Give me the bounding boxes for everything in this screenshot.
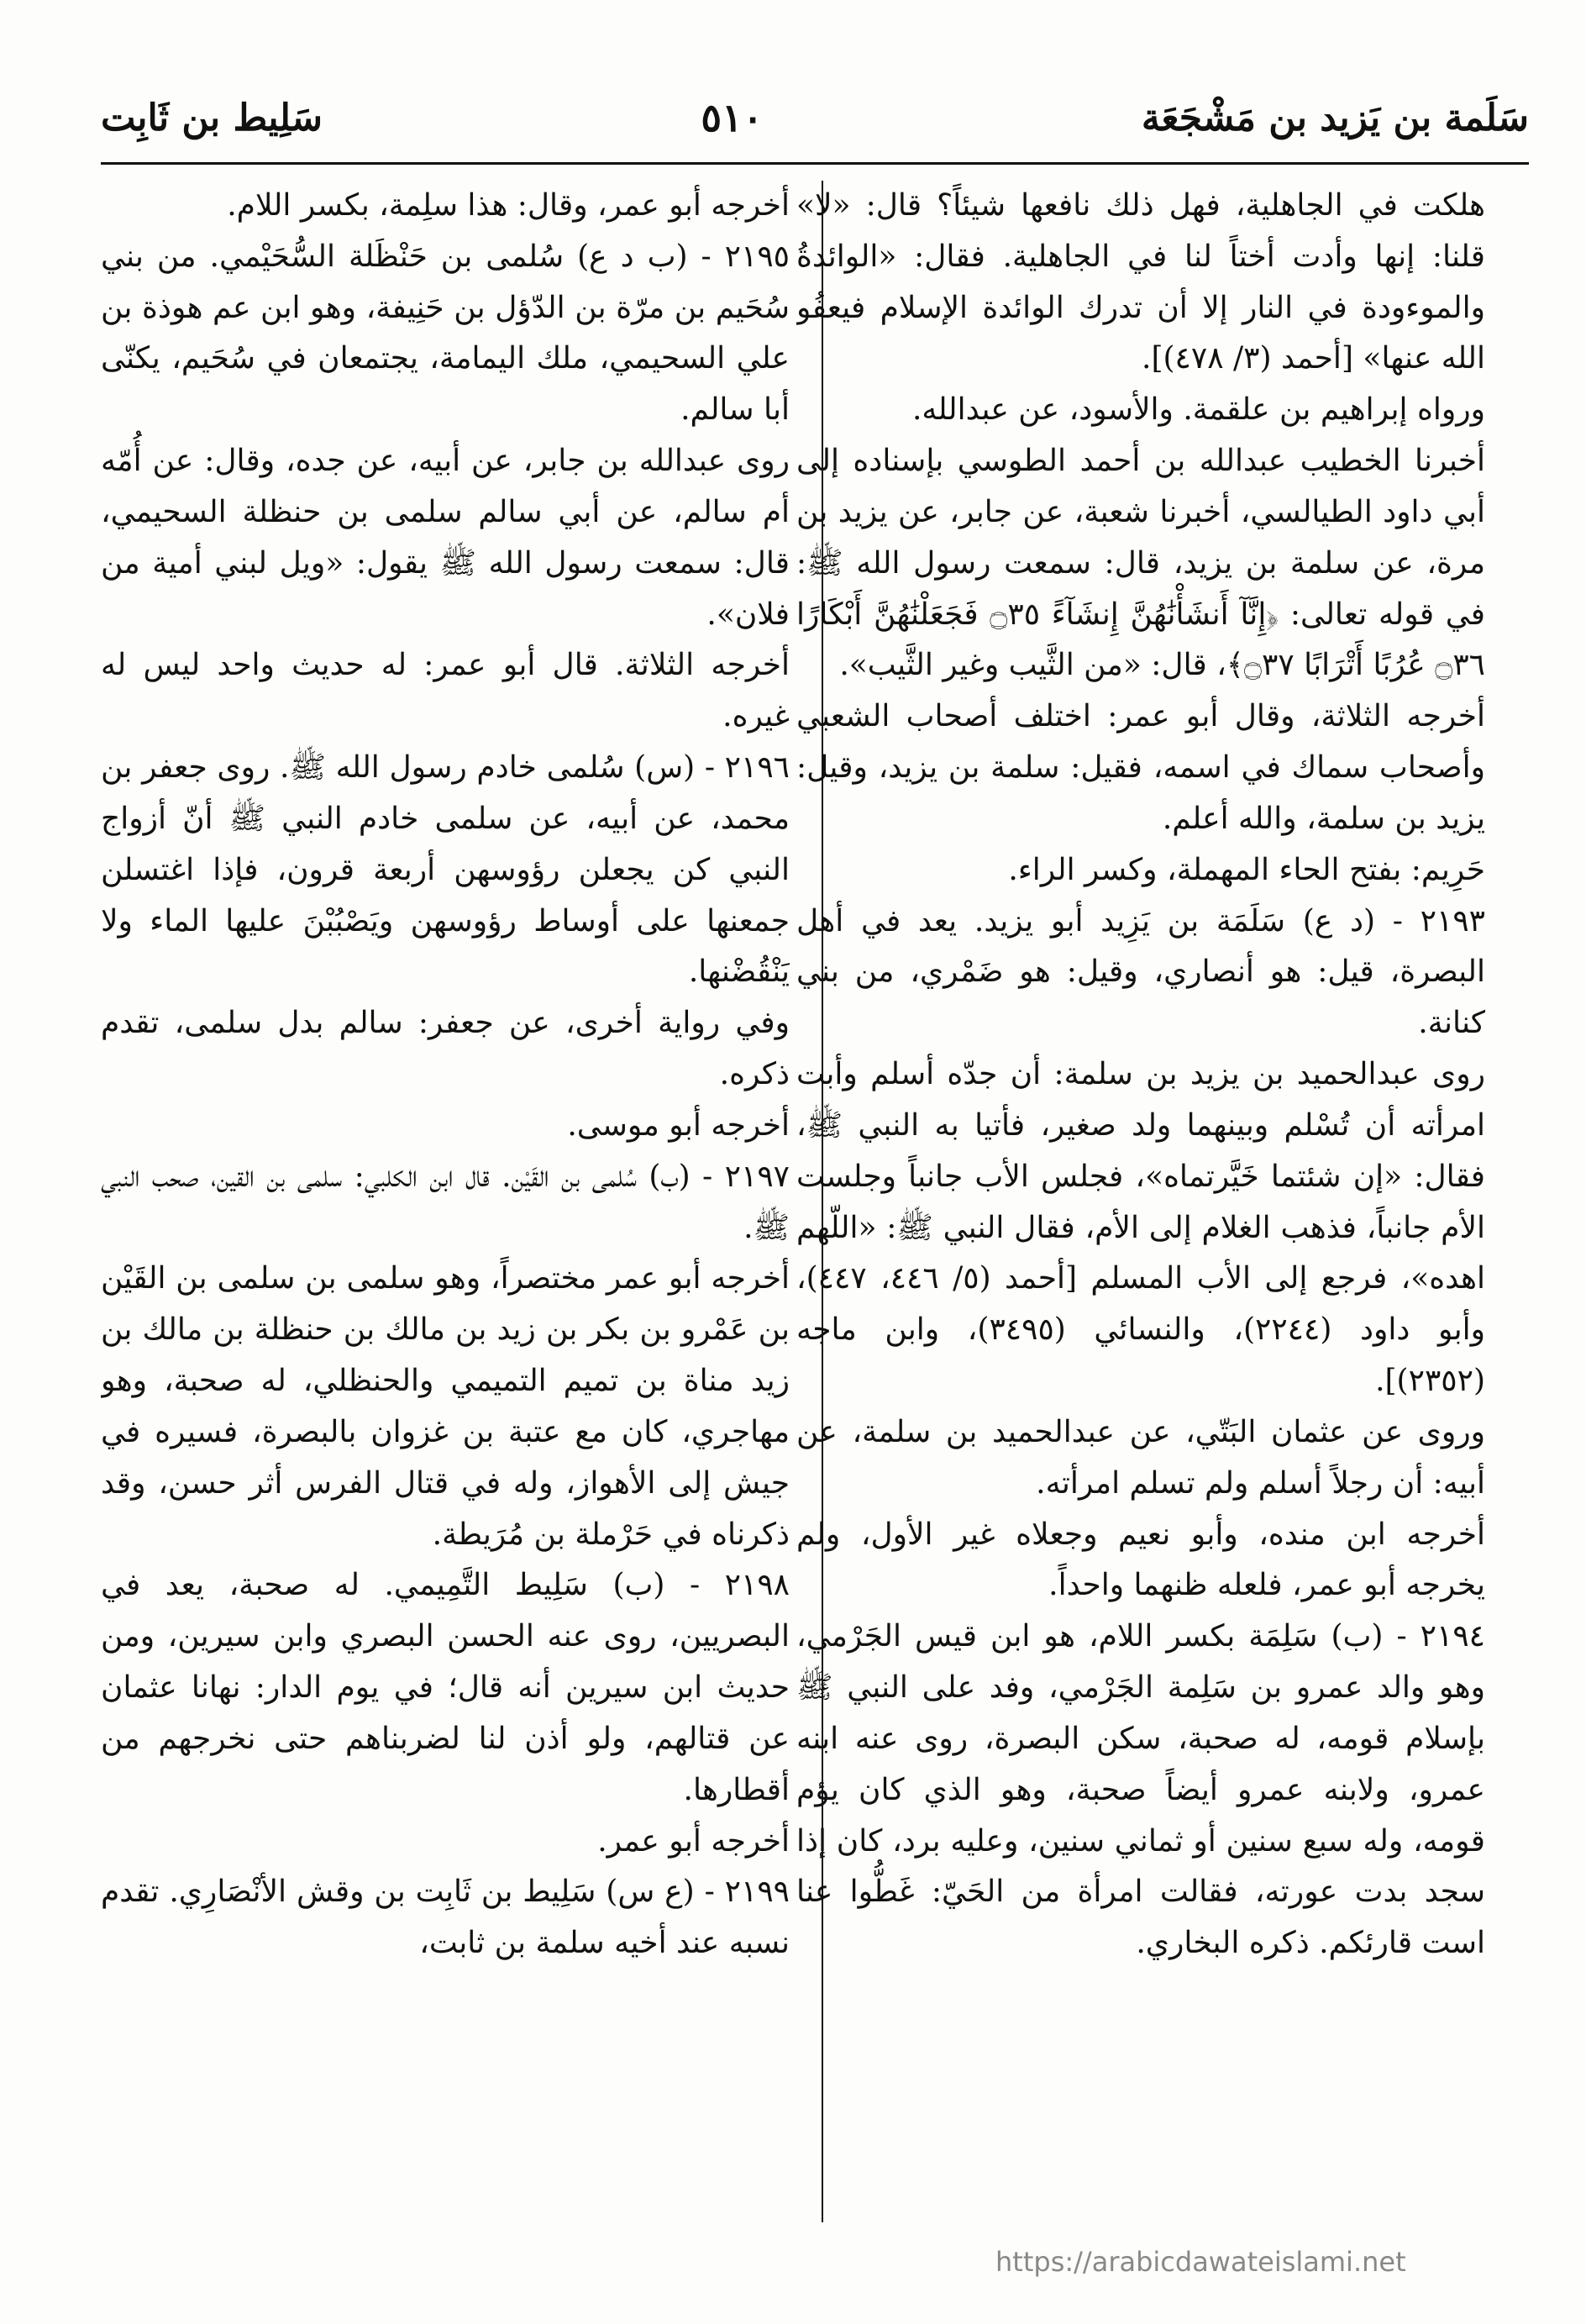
left-column (101, 181, 790, 2231)
watermark-url: https://arabicdawateislami.net (995, 2246, 1406, 2278)
paragraph: هلكت في الجاهلية، فهل ذلك نافعها شيئاً؟ قال: «لا» قلنا: إنها وأدت أختاً لنا في الجاهلية. فقال: «الوائدةُ والموءودة في النار إلا أن تدرك الوائدة الإسلام فيعفُو الله عنها» [أحمد (٣/ ٤٧٨)]. (796, 188, 1485, 376)
entry-paragraph: ٢١٩٧ - (ب) سُلمى بن القَيْن. قال ابن الكلبي: سلمى بن القين، صحب النبي ﷺ. (101, 1159, 790, 1245)
paragraph: أخرجه أبو عمر. (597, 1823, 790, 1859)
paragraph: ورواه إبراهيم بن علقمة. والأسود، عن عبدالله. (911, 392, 1485, 428)
header-left-title: سَلِيط بن ثَابِت (101, 96, 323, 139)
right-column (796, 181, 1485, 2231)
entry-paragraph: ٢١٩٦ - (س) سُلمى خادم رسول الله ﷺ. روى جعفر بن محمد، عن أبيه، عن سلمى خادم النبي ﷺ أنّ أزواج النبي كن يجعلن رؤوسهن أربعة قرون، فإذا اغتسلن جمعنها على أوساط رؤوسهن ويَصْبُبْنَ عليها الماء ولا يَنْقُضْنها. (101, 750, 790, 990)
paragraph: وروى عن عثمان البَتّي، عن عبدالحميد بن سلمة، عن أبيه: أن رجلاً أسلم ولم تسلم امرأته. (796, 1414, 1485, 1501)
header-rule (101, 162, 1529, 165)
page-number: ٥١٠ (701, 95, 764, 140)
entry-paragraph: ٢١٩٤ - (ب) سَلِمَة بكسر اللام، هو ابن قيس الجَرْمي، وهو والد عمرو بن سَلِمة الجَرْمي، وفد على النبي ﷺ بإسلام قومه، له صحبة، سكن البصرة، روى عنه ابنه عمرو، ولابنه عمرو أيضاً صحبة، وهو الذي كان يؤم قومه، وله سبع سنين أو ثماني سنين، وعليه برد، كان إذا سجد بدت عورته، فقالت امرأة من الحَيّ: غَطُّوا عنا است قارئكم. ذكره البخاري. (796, 1619, 1485, 1961)
paragraph: حَرِيم: بفتح الحاء المهملة، وكسر الراء. (1008, 852, 1485, 887)
entry-paragraph: ٢١٩٣ - (د ع) سَلَمَة بن يَزِيد أبو يزيد. يعد في أهل البصرة، قيل: هو أنصاري، وقيل: هو ضَمْري، من بني كنانة. (796, 903, 1485, 1041)
entry-paragraph: ٢١٩٨ - (ب) سَلِيط التَّمِيمي. له صحبة، يعد في البصريين، روى عنه الحسن البصري وابن سيرين، ومن حديث ابن سيرين أنه قال؛ في يوم الدار: نهانا عثمان عن قتالهم، ولو أذن لنا لضربناهم حتى نخرجهم من أقطارها. (101, 1568, 790, 1807)
paragraph: وفي رواية أخرى، عن جعفر: سالم بدل سلمى، تقدم ذكره. (101, 1006, 790, 1092)
paragraph: أخرجه ابن منده، وأبو نعيم وجعلاه غير الأول، ولم يخرجه أبو عمر، فلعله ظنهما واحداً. (796, 1517, 1485, 1603)
entry-paragraph: ٢١٩٩ - (ع س) سَلِيط بن ثَابِت بن وقش الأنْصَارِي. تقدم نسبه عند أخيه سلمة بن ثابت، (101, 1874, 790, 1961)
paragraph: أخرجه الثلاثة. قال أبو عمر: له حديث واحد ليس له غيره. (101, 648, 790, 734)
paragraph: أخرجه أبو عمر، وقال: هذا سلِمة، بكسر اللام. (227, 188, 790, 223)
paragraph: أخرجه أبو عمر مختصراً، وهو سلمى بن سلمى بن القَيْن بن عَمْرو بن بكر بن زيد بن مالك بن حنظلة بن مالك بن زيد مناة بن تميم التميمي والحنظلي، له صحبة، وهو مهاجري، كان مع عتبة بن غزوان بالبصرة، فسيره في جيش إلى الأهواز، وله في قتال الفرس أثر حسن، وقد ذكرناه في حَرْملة بن مُرَيطة. (101, 1261, 790, 1552)
header-right-title: سَلَمة بن يَزيد بن مَشْجَعَة (1141, 96, 1529, 139)
paragraph: روى عبدالله بن جابر، عن أبيه، عن جده، وقال: عن أُمّه أم سالم، عن أبي سالم سلمى بن حنظلة السحيمي، قال: سمعت رسول الله ﷺ يقول: «ويل لبني أمية من فلان». (101, 444, 790, 632)
paragraph: أخبرنا الخطيب عبدالله بن أحمد الطوسي بإسناده إلى أبي داود الطيالسي، أخبرنا شعبة، عن جابر، عن يزيد بن مرة، عن سلمة بن يزيد، قال: سمعت رسول الله ﷺ: في قوله تعالى: ﴿إِنَّآ أَنشَأْنَٰهُنَّ إِنشَآءً ۝٣٥ فَجَعَلْنَٰهُنَّ أَبْكَارًا ۝٣٦ عُرُبًا أَتْرَابًا ۝٣٧﴾، قال: «من الثَّيب وغير الثَّيب». (796, 444, 1485, 683)
running-header (101, 80, 1529, 155)
paragraph: روى عبدالحميد بن يزيد بن سلمة: أن جدّه أسلم وأبت امرأته أن تُسْلم وبينهما ولد صغير، فأتيا به النبي ﷺ، فقال: «إن شئتما خَيَّرتماه»، فجلس الأب جانباً وجلست الأم جانباً، فذهب الغلام إلى الأم، فقال النبي ﷺ: «اللّهم اهده»، فرجع إلى الأب المسلم [أحمد (٥/ ٤٤٦، ٤٤٧)، وأبو داود (٢٢٤٤)، والنسائي (٣٤٩٥)، وابن ماجه (٢٣٥٢)]. (796, 1057, 1485, 1399)
paragraph: أخرجه الثلاثة، وقال أبو عمر: اختلف أصحاب الشعبي وأصحاب سماك في اسمه، فقيل: سلمة بن يزيد، وقيل: يزيد بن سلمة، والله أعلم. (796, 699, 1485, 836)
entry-paragraph: ٢١٩٥ - (ب د ع) سُلمى بن حَنْظَلة السُّحَيْمي. من بني سُحَيم بن مرّة بن الدّؤل بن حَنِيفة، وهو ابن عم هوذة بن علي السحيمي، ملك اليمامة، يجتمعان في سُحَيم، يكنّى أبا سالم. (101, 239, 790, 428)
paragraph: أخرجه أبو موسى. (567, 1107, 790, 1143)
